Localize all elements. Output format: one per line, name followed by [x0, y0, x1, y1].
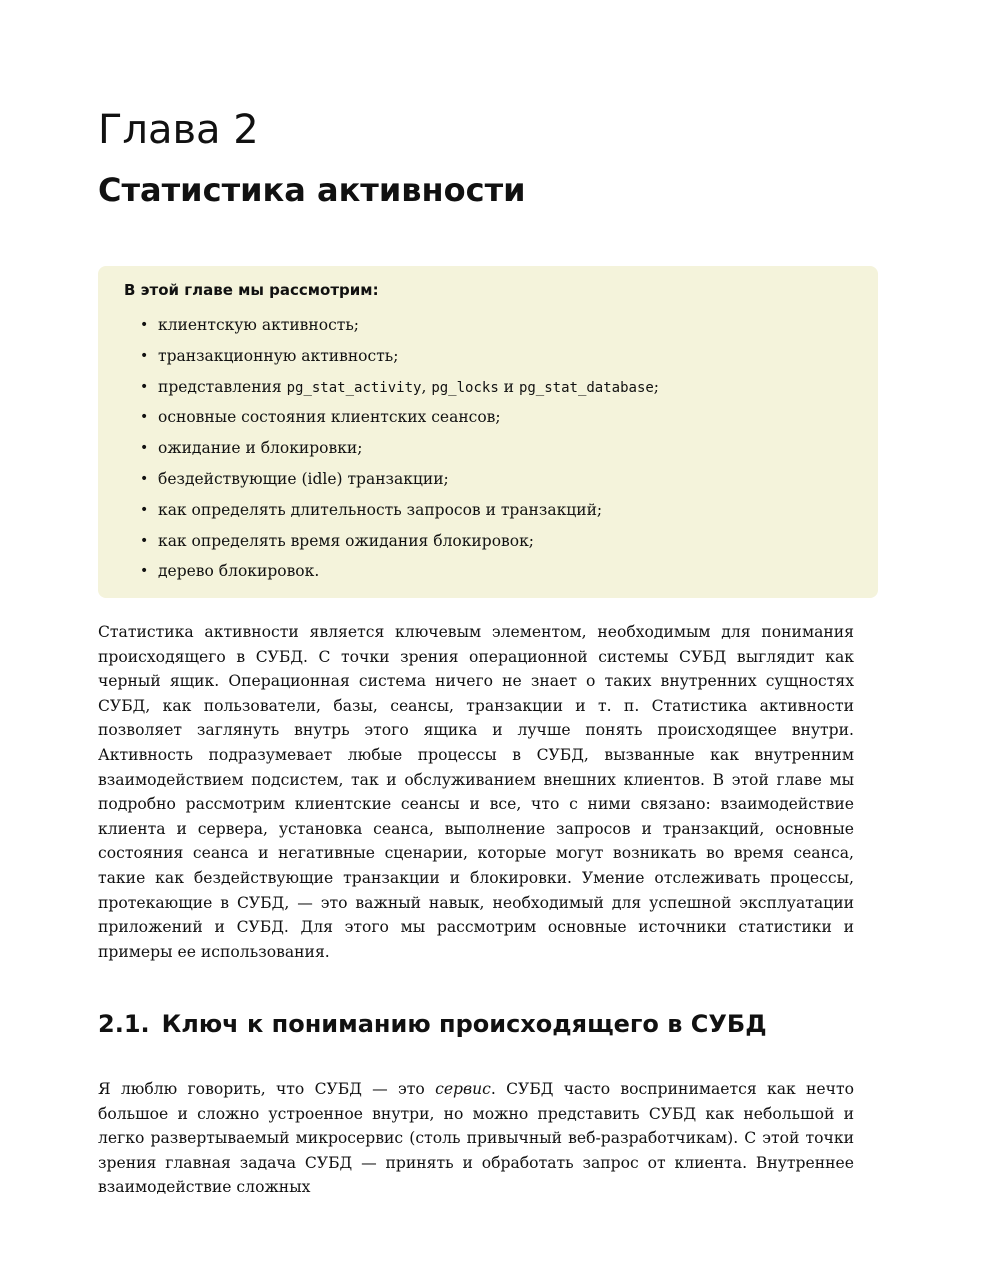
section-title: Ключ к пониманию происходящего в СУБД [161, 1010, 767, 1038]
chapter-title: Статистика активности [98, 171, 526, 209]
summary-item-text: как определять время ожидания блокировок; [158, 531, 534, 550]
section-paragraph-rest: . СУБД часто воспринимается как нечто большое и сложно устроенное внутри, но можно представить СУБД как небольшой и легко развертываемый микросервис (столь привычный веб-разработчикам). С этой точки зрения главная задача СУБД — принять и обработать запрос от клиента. Внутреннее взаимодействие сложных [98, 1080, 854, 1197]
bullet-icon: • [140, 501, 149, 518]
summary-item-text: транзакционную активность; [158, 346, 399, 365]
summary-item [124, 372, 852, 403]
summary-item-text: дерево блокировок. [158, 562, 320, 581]
summary-item [124, 433, 852, 464]
summary-item [124, 464, 852, 495]
bullet-icon: • [140, 409, 149, 426]
summary-item-separator: , [421, 377, 432, 396]
summary-item-suffix: ; [653, 377, 660, 396]
code-pg-locks: pg_locks [431, 379, 499, 396]
code-pg-stat-activity: pg_stat_activity [286, 379, 422, 396]
summary-item [124, 556, 852, 587]
bullet-icon: • [140, 347, 149, 364]
bullet-icon: • [140, 532, 149, 549]
summary-item-text-prefix: представления [158, 377, 287, 396]
summary-item-text: бездействующие (idle) транзакции; [158, 469, 449, 488]
summary-item-text: как определять длительность запросов и транзакций; [158, 500, 603, 519]
summary-heading: В этой главе мы рассмотрим: [124, 281, 379, 299]
section-heading [98, 1004, 767, 1044]
code-pg-stat-database: pg_stat_database [518, 379, 654, 396]
bullet-icon: • [140, 470, 149, 487]
section-paragraph-start: Я люблю говорить, что СУБД — это [98, 1080, 436, 1098]
intro-paragraph: Статистика активности является ключевым элементом, необходимым для понимания происходящего в СУБД. С точки зрения операционной системы СУБД выглядит как черный ящик. Операционная система ничего не знает о таких внутренних сущностях СУБД, как пользователи, базы, сеансы, транзакции и т. п. Статистика активности позволяет заглянуть внутрь этого ящика и лучше понять происходящее внутри. Активность подразумевает любые процессы в СУБД, вызванные как внутренним взаимодействием подсистем, так и обслуживанием внешних клиентов. В этой главе мы подробно рассмотрим клиентские сеансы и все, что с ними связано: взаимодействие клиента и сервера, установка сеанса, выполнение запросов и транзакций, основные состояния сеанса и негативные сценарии, которые могут возникать во время сеанса, такие как бездействующие транзакции и блокировки. Умение отслеживать процессы, протекающие в СУБД, — это важный навык, необходимый для успешной эксплуатации приложений и СУБД. Для этого мы рассмотрим основные источники статистики и примеры ее использования. [98, 623, 854, 961]
summary-item [124, 310, 852, 341]
emphasis-service: сервис [435, 1080, 491, 1098]
chapter-label: Глава 2 [98, 107, 259, 153]
bullet-icon: • [140, 317, 149, 333]
summary-item [124, 402, 852, 433]
summary-item-separator: и [498, 377, 519, 396]
summary-item-text: клиентскую активность; [158, 316, 359, 334]
summary-list [124, 310, 852, 587]
bullet-icon: • [140, 563, 149, 580]
summary-item [124, 341, 852, 372]
summary-item-text: основные состояния клиентских сеансов; [158, 408, 501, 427]
chapter-summary-box [98, 266, 878, 598]
bullet-icon: • [140, 378, 149, 395]
bullet-icon: • [140, 440, 149, 457]
section-number: 2.1. [98, 1010, 150, 1038]
section-paragraph [98, 1077, 854, 1200]
summary-item [124, 526, 852, 557]
summary-item [124, 495, 852, 526]
summary-item-text: ожидание и блокировки; [158, 439, 363, 458]
